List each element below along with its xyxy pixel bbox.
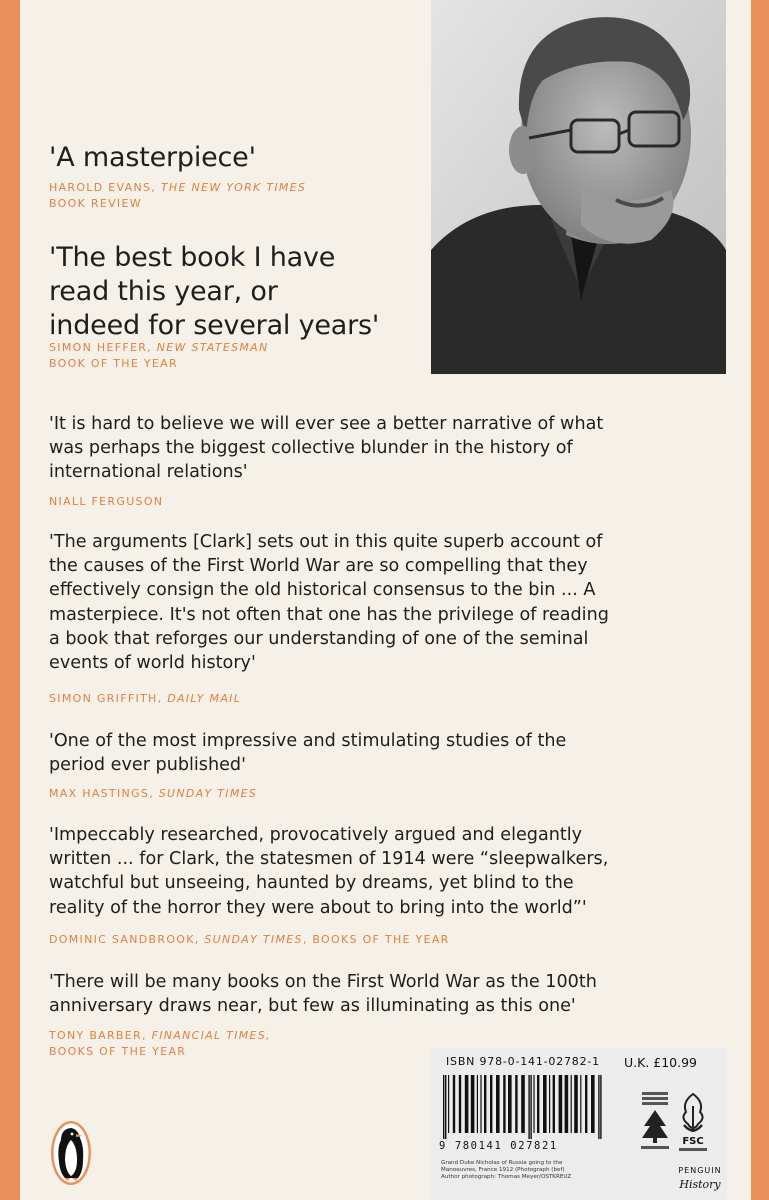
quote-attribution: TONY BARBER, FINANCIAL TIMES, BOOKS OF THE YEAR xyxy=(49,1029,271,1058)
cover-edge-right xyxy=(751,0,769,1200)
quote-attribution: SIMON HEFFER, NEW STATESMAN BOOK OF THE YEAR xyxy=(49,341,269,370)
photo-credit: Grand Duke Nicholas of Russia going to the Manoeuvres, France 1912 (Photograph (bef) Author photograph: Thomas Meyer/OSTKREUZ xyxy=(441,1160,572,1180)
barcode-icon xyxy=(441,1075,617,1143)
publisher-series: History xyxy=(679,1178,721,1191)
penguin-logo-icon xyxy=(50,1120,92,1190)
quote-best-book: 'The best book I have read this year, or indeed for several years' xyxy=(49,242,380,341)
quote-griffith: 'The arguments [Clark] sets out in this quite superb account of the causes of the First World War are so compelling that they effectively consign the old historical consensus to the bin ... A masterpiece. It's not often that one has the privilege of reading a book that reforges our understanding of one of the seminal events of world history' xyxy=(49,532,609,674)
quote-hastings: 'One of the most impressive and stimulating studies of the period ever published' xyxy=(49,731,567,776)
woodland-trust-logo-icon xyxy=(638,1092,672,1158)
quote-attribution: NIALL FERGUSON xyxy=(49,495,164,508)
quote-barber: 'There will be many books on the First World War as the 100th anniversary draws near, but few as illuminating as this one' xyxy=(49,972,597,1017)
fsc-logo-icon xyxy=(676,1092,710,1158)
publisher-imprint: PENGUIN xyxy=(678,1166,722,1175)
svg-text:FSC: FSC xyxy=(682,1136,704,1147)
price-label: U.K. £10.99 xyxy=(624,1055,698,1070)
barcode-digits: 9 780141 027821 xyxy=(439,1140,558,1152)
quote-line: 'A masterpiece' xyxy=(49,142,256,173)
quote-masterpiece xyxy=(49,141,256,175)
quote-ferguson: 'It is hard to believe we will ever see a better narrative of what was perhaps the biggest collective blunder in the history of international relations' xyxy=(49,414,604,483)
author-photo xyxy=(431,0,726,374)
quote-attribution: DOMINIC SANDBROOK, SUNDAY TIMES, BOOKS OF THE YEAR xyxy=(49,933,450,946)
quote-attribution: HAROLD EVANS, THE NEW YORK TIMES BOOK REVIEW xyxy=(49,181,307,210)
quote-attribution: MAX HASTINGS, SUNDAY TIMES xyxy=(49,787,258,800)
cover-edge-left xyxy=(0,0,20,1200)
quote-sandbrook: 'Impeccably researched, provocatively argued and elegantly written ... for Clark, the statesmen of 1914 were “sleepwalkers, watchful but unseeing, haunted by dreams, yet blind to the reality of the horror they were about to bring into the world”' xyxy=(49,825,609,918)
quote-attribution: SIMON GRIFFITH, DAILY MAIL xyxy=(49,692,242,705)
isbn-label: ISBN 978-0-141-02782-1 xyxy=(446,1055,600,1068)
